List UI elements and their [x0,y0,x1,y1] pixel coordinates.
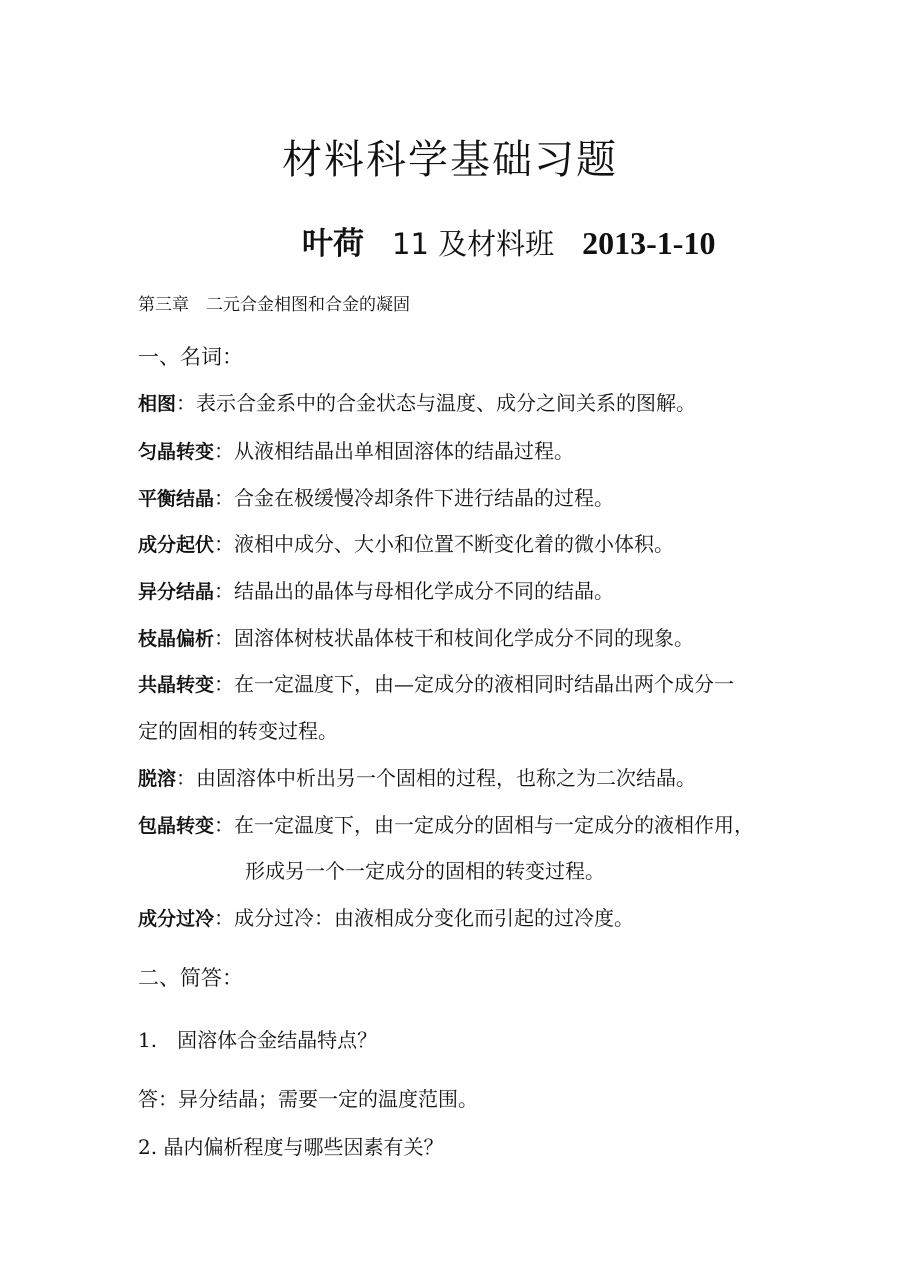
term-entry: 脱溶：由固溶体中析出另一个固相的过程，也称之为二次结晶。 [138,766,697,790]
term-definition: 固溶体树枝状晶体枝干和枝间化学成分不同的现象。 [234,626,695,650]
term-label: 平衡结晶 [138,488,215,510]
term-label: 匀晶转变 [138,441,215,463]
term-label: 成分起伏 [138,534,215,556]
term-entry: 包晶转变：在一定温度下，由一定成分的固相与一定成分的液相作用， [138,813,755,837]
term-definition-continued: 定的固相的转变过程。 [138,719,338,743]
term-entry: 相图：表示合金系中的合金状态与温度、成分之间关系的图解。 [138,391,697,415]
term-definition: 在一定温度下，由—定成分的液相同时结晶出两个成分一 [234,672,735,696]
document-title: 材料科学基础习题 [282,137,618,183]
class-name: 11 及材料班 [392,227,555,261]
term-label: 成分过冷 [138,908,215,930]
term-definition: 结晶出的晶体与母相化学成分不同的结晶。 [234,579,615,603]
term-definition: 在一定温度下，由一定成分的固相与一定成分的液相作用， [234,813,755,837]
term-label: 包晶转变 [138,815,215,837]
term-definition: 合金在极缓慢冷却条件下进行结晶的过程。 [234,486,615,510]
term-label: 相图 [138,393,177,415]
term-definition: 液相中成分、大小和位置不断变化着的微小体积。 [234,532,675,556]
term-definition: 由固溶体中析出另一个固相的过程，也称之为二次结晶。 [196,766,697,790]
answer-1: 答：异分结晶；需要一定的温度范围。 [138,1087,478,1111]
section-heading-terms: 一、名词： [138,345,243,369]
chapter-heading: 第三章 二元合金相图和合金的凝固 [138,295,410,315]
document-date: 2013-1-10 [582,225,716,261]
term-label: 异分结晶 [138,581,215,603]
author-line [302,218,715,263]
term-label: 脱溶 [138,768,177,790]
question-1: 1. 固溶体合金结晶特点？ [138,1028,378,1052]
term-label: 共晶转变 [138,674,215,696]
term-label: 枝晶偏析 [138,628,215,650]
section-heading-short-answer: 二、简答： [138,966,243,990]
term-entry: 成分起伏：液相中成分、大小和位置不断变化着的微小体积。 [138,532,675,556]
term-definition: 表示合金系中的合金状态与温度、成分之间关系的图解。 [196,391,697,415]
term-definition-continued: 形成另一个一定成分的固相的转变过程。 [245,859,605,883]
term-entry: 匀晶转变：从液相结晶出单相固溶体的结晶过程。 [138,439,575,463]
term-entry: 成分过冷：成分过冷：由液相成分变化而引起的过冷度。 [138,906,635,930]
term-definition: 成分过冷：由液相成分变化而引起的过冷度。 [234,906,635,930]
question-2: 2. 晶内偏析程度与哪些因素有关？ [138,1135,444,1159]
term-entry: 共晶转变：在一定温度下，由—定成分的液相同时结晶出两个成分一 [138,672,735,696]
term-definition: 从液相结晶出单相固溶体的结晶过程。 [234,439,575,463]
term-entry: 平衡结晶：合金在极缓慢冷却条件下进行结晶的过程。 [138,486,615,510]
term-entry: 枝晶偏析：固溶体树枝状晶体枝干和枝间化学成分不同的现象。 [138,626,695,650]
author-name: 叶荷 [302,226,364,262]
term-entry: 异分结晶：结晶出的晶体与母相化学成分不同的结晶。 [138,579,615,603]
